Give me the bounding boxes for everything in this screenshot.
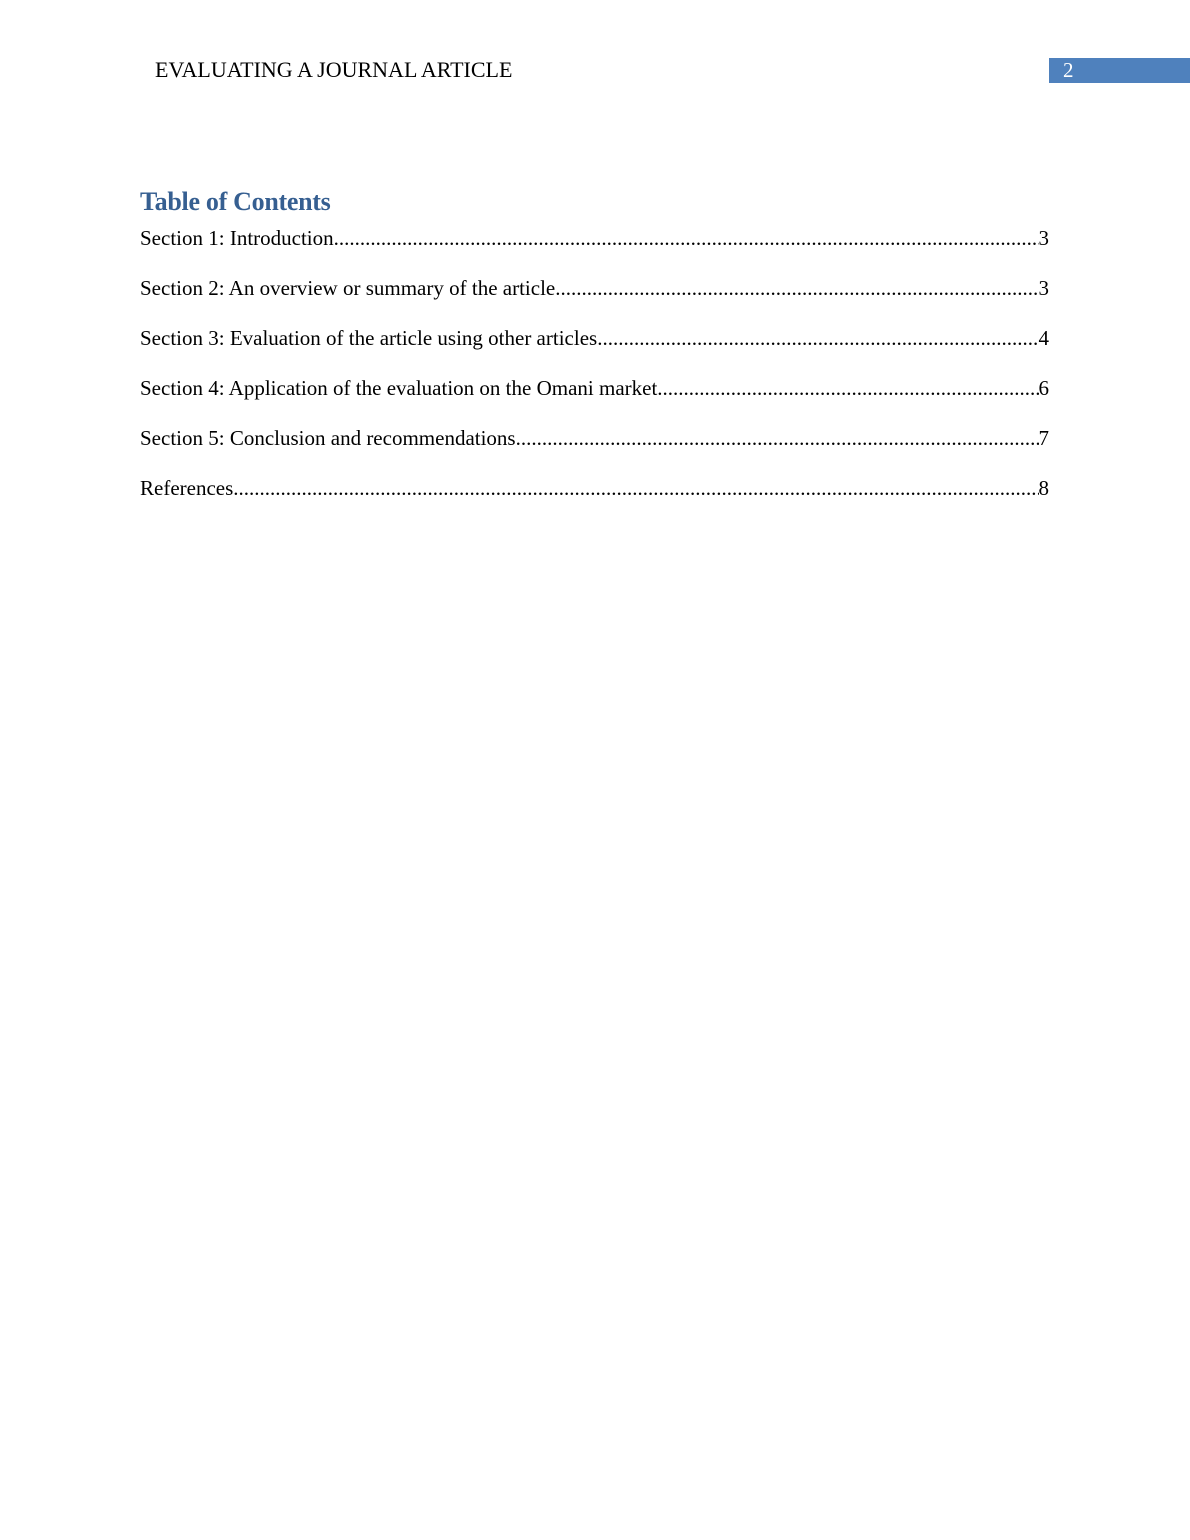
dot-leader xyxy=(334,225,1039,251)
toc-entry-page: 8 xyxy=(1038,476,1049,500)
toc-entry-page: 3 xyxy=(1038,226,1049,250)
dot-leader xyxy=(597,325,1038,351)
toc-entry-label: Section 1: Introduction xyxy=(140,226,334,250)
toc-entry-page: 4 xyxy=(1038,326,1049,350)
toc-entry[interactable] xyxy=(140,425,1049,475)
toc-entry[interactable] xyxy=(140,275,1049,325)
toc-entry-label: Section 5: Conclusion and recommendations xyxy=(140,426,516,450)
toc-entry-page: 3 xyxy=(1038,276,1049,300)
toc-entry[interactable] xyxy=(140,375,1049,425)
dot-leader xyxy=(555,275,1038,301)
dot-leader xyxy=(657,375,1038,401)
table-of-contents xyxy=(140,225,1049,525)
toc-title: Table of Contents xyxy=(140,187,331,216)
toc-entry-page: 6 xyxy=(1038,376,1049,400)
toc-entry[interactable] xyxy=(140,475,1049,525)
toc-entry-label: Section 4: Application of the evaluation on the Omani market xyxy=(140,376,658,400)
toc-entry[interactable] xyxy=(140,325,1049,375)
toc-entry-label: Section 3: Evaluation of the article using other articles xyxy=(140,326,598,350)
dot-leader xyxy=(233,475,1038,501)
toc-entry-label: Section 2: An overview or summary of the article xyxy=(140,276,556,300)
toc-entry-label: References xyxy=(140,476,234,500)
toc-entry-page: 7 xyxy=(1038,426,1049,450)
page-number: 2 xyxy=(1063,58,1074,82)
page-number-box xyxy=(1049,58,1190,83)
dot-leader xyxy=(516,425,1039,451)
toc-entry[interactable] xyxy=(140,225,1049,275)
running-header: EVALUATING A JOURNAL ARTICLE xyxy=(155,57,513,82)
